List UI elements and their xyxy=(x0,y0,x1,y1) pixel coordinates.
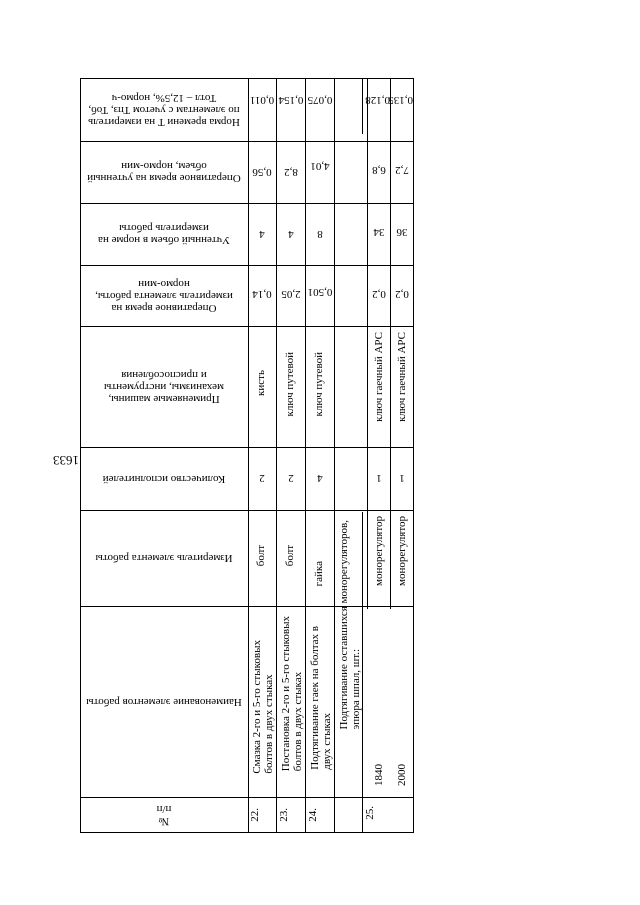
row-22-tools: кисть xyxy=(255,370,267,396)
subrow-2000-meter: монорегулятор xyxy=(396,516,408,586)
row-22-volume: 4 xyxy=(259,228,265,240)
row-divider-24 xyxy=(334,78,335,832)
subrow-divider xyxy=(367,78,368,609)
col-divider-workers xyxy=(80,510,414,511)
subrow-1840-meter: монорегулятор xyxy=(373,516,385,586)
subrow-1840-norm: 0,128 xyxy=(365,94,390,106)
row-22-num: 22. xyxy=(249,808,261,822)
row-22-op-total: 0,56 xyxy=(252,166,272,178)
header-meter: Измеритель элемента работы xyxy=(95,552,233,565)
row-24-op-total: 4,01 xyxy=(310,160,330,172)
row-24-workers: 4 xyxy=(317,472,323,484)
row-23-op-total: 8,2 xyxy=(284,166,298,178)
row-divider-23 xyxy=(305,78,306,832)
row-22-norm: 0,011 xyxy=(249,94,275,106)
subrow-1840-op-time: 0,2 xyxy=(372,288,386,300)
row-24-meter: гайка xyxy=(313,561,325,587)
subrow-1840-volume: 34 xyxy=(373,226,385,238)
row-23-op-time: 2,05 xyxy=(281,288,301,300)
header-workers: Количество исполнителей xyxy=(102,473,226,485)
row-24-norm: 0,075 xyxy=(307,94,333,106)
row-23-tools: ключ путевой xyxy=(284,352,296,417)
table-border-top xyxy=(80,78,414,79)
subrow-1840-op-total: 6,8 xyxy=(372,164,386,176)
row-24-name: Подтягивание гаек на болтах в двух стыках xyxy=(309,626,333,770)
row-24-tools: ключ путевой xyxy=(313,352,325,417)
col-divider-volume xyxy=(80,265,414,266)
col-divider-optime xyxy=(80,326,414,327)
row-24-volume: 8 xyxy=(317,228,323,240)
subrow-2000-workers: 1 xyxy=(399,472,405,484)
subrow-divider-2 xyxy=(390,78,391,609)
subrow-2000-name: 2000 xyxy=(396,764,408,786)
row-25-num: 25. xyxy=(364,806,376,820)
row-divider-25-lower xyxy=(362,512,363,832)
subrow-2000-volume: 36 xyxy=(396,226,408,238)
row-22-meter: болт xyxy=(255,545,267,567)
col-divider-norm xyxy=(80,141,414,142)
subrow-1840-name: 1840 xyxy=(373,764,385,786)
row-23-name: Постановка 2-го и 5-го стыковых болтов в двух стыках xyxy=(280,616,304,772)
header-tools: Применяемые машины, механизмы, инструменты и приспособления xyxy=(104,369,224,405)
row-24-num: 24. xyxy=(307,808,319,822)
row-23-num: 23. xyxy=(278,808,290,822)
col-divider-optotal xyxy=(80,203,414,204)
row-22-op-time: 0,14 xyxy=(252,288,272,300)
table-border-left xyxy=(80,78,81,832)
row-22-name: Смазка 2-го и 5-го стыковых болтов в двух стыках xyxy=(251,640,275,774)
row-23-meter: болт xyxy=(284,545,296,567)
col-divider-name xyxy=(80,797,414,798)
row-23-volume: 4 xyxy=(288,228,294,240)
subrow-2000-norm: 0,135 xyxy=(388,94,413,106)
subrow-2000-op-total: 7,2 xyxy=(395,164,409,176)
header-volume: Учтенный объем в норме на измеритель работы xyxy=(98,222,230,246)
header-name: Наименование элементов работы xyxy=(86,696,242,708)
col-divider-meter xyxy=(80,606,414,607)
header-norm: Норма времени Т на измеритель по элементам с учетом Тпз, Тоб, Тотл – 12,5%, нормо-ч xyxy=(88,92,240,128)
header-num: № п/п xyxy=(156,803,172,827)
header-op-time: Оперативное время на измеритель элемента работы, нормо-мин xyxy=(95,278,233,314)
row-23-workers: 2 xyxy=(288,472,294,484)
header-op-total: Оперативное время на учтенный объем, нормо-мин xyxy=(87,160,241,184)
table-border-right xyxy=(413,78,414,832)
subrow-2000-tools: ключ гаечный АРС xyxy=(396,332,408,422)
row-23-norm: 0,154 xyxy=(278,94,304,106)
subrow-1840-workers: 1 xyxy=(376,472,382,484)
page-number: 1633 xyxy=(53,453,79,468)
subrow-2000-op-time: 0,2 xyxy=(395,288,409,300)
header-row-divider xyxy=(248,78,249,832)
row-24-op-time: 0,501 xyxy=(307,286,333,298)
row-22-workers: 2 xyxy=(259,472,265,484)
col-divider-tools xyxy=(80,447,414,448)
row-divider-22 xyxy=(276,78,277,832)
row-divider-25-upper xyxy=(362,78,363,134)
subrow-1840-tools: ключ гаечный АРС xyxy=(373,332,385,422)
row-25-name: Подтягивание оставшихся монорегуляторов, эпюра шпал, шт.: xyxy=(338,520,362,730)
table-border-bottom xyxy=(80,832,414,833)
